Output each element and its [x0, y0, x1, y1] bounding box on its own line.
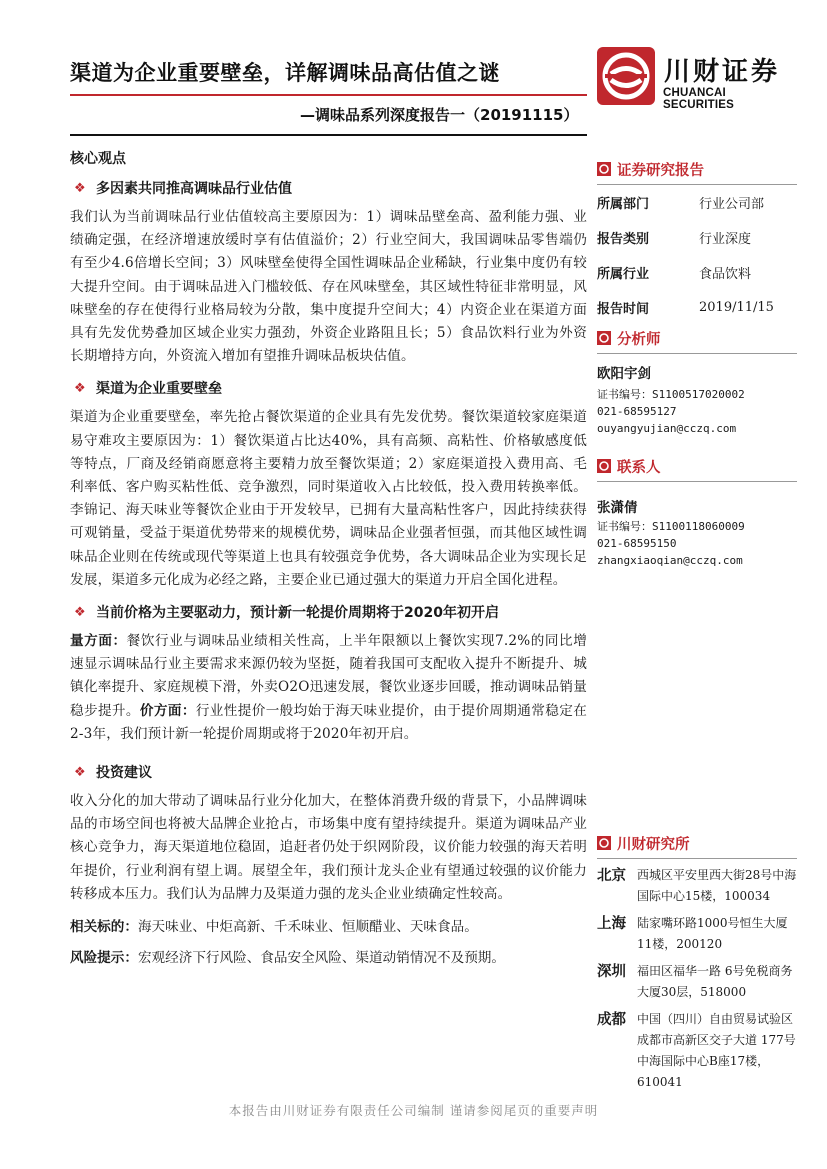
report-subtitle: —调味品系列深度报告一（20191115）: [300, 106, 579, 124]
section-heading: [70, 376, 587, 400]
section-paragraph: 收入分化的加大带动了调味品行业分化加大，在整体消费升级的背景下，小品牌调味品的市场空间也将被大品牌企业抢占，市场集中度有望持续提升。渠道为调味品产业核心竞争力，海天渠道地位稳固，追赶者仍处于织网阶段，议价能力较强的海天若明年提价，行业利润有望上调。展望全年，我们预计龙头企业有望通过较强的议价能力转移成本压力。我们认为品牌力及渠道力强的龙头企业业绩确定性较高。: [70, 793, 587, 902]
report-info-panel: [597, 158, 797, 325]
office-city: 成都: [597, 1012, 626, 1028]
office-city: 北京: [597, 868, 626, 884]
office-address: 福田区福华一路 6号免税商务大厦30层，518000: [637, 964, 793, 999]
heading-square-icon: [597, 836, 611, 850]
report-info-heading-text: 证券研究报告: [617, 162, 704, 179]
analyst-heading-text: 分析师: [617, 331, 661, 348]
divider: [597, 858, 797, 859]
institute-heading: [597, 832, 797, 854]
chuancai-logo-icon: [597, 47, 655, 105]
info-key: 报告时间: [597, 302, 650, 317]
subtitle-rule: [70, 134, 587, 136]
risk-text: 宏观经济下行风险、食品安全风险、渠道动销情况不及预期。: [137, 950, 505, 967]
diamond-bullet-icon: ❖: [74, 764, 86, 780]
price-lead: 价方面：: [139, 702, 196, 719]
info-row: [597, 220, 797, 255]
divider: [597, 481, 797, 482]
info-key: 所属部门: [597, 197, 650, 212]
office-address: 西城区平安里西大街28号中海国际中心15楼，100034: [637, 868, 797, 903]
institute-heading-text: 川财研究所: [617, 836, 690, 853]
volume-lead: 量方面：: [70, 633, 127, 650]
info-value: 2019/11/15: [699, 300, 774, 315]
heading-square-icon: [597, 162, 611, 176]
info-row: [597, 290, 797, 325]
office-beijing: [597, 865, 797, 907]
contact-name: 张潇倩: [597, 500, 638, 516]
company-logo: [597, 47, 797, 111]
info-row: [597, 185, 797, 220]
diamond-bullet-icon: ❖: [74, 604, 86, 620]
related-stocks: [70, 916, 587, 939]
diamond-bullet-icon: ❖: [74, 380, 86, 396]
report-info-heading: [597, 158, 797, 180]
info-row: [597, 255, 797, 290]
logo-english-name: CHUANCAI SECURITIES: [663, 87, 735, 111]
section-heading: [70, 176, 587, 200]
section-heading-text: 投资建议: [96, 765, 152, 782]
info-value: 行业公司部: [699, 197, 765, 212]
section-paragraph: 渠道为企业重要壁垒，率先抢占餐饮渠道的企业具有先发优势。餐饮渠道较家庭渠道易守难攻主要原因为：1）餐饮渠道占比达40%，具有高频、高粘性、价格敏感度低等特点，厂商及经销商愿意将主要精力放至餐饮渠道；2）家庭渠道投入费用高、毛利率低、客户购买粘性低、竞争激烈，同时渠道收入占比较低，投入费用转换率低。李锦记、海天味业等餐饮企业由于开发较早，已拥有大量高粘性客户，因此持续获得可观销量，受益于渠道优势带来的规模优势，调味品企业强者恒强，而其他区域性调味品企业则在传统或现代等渠道上也具有较强竞争优势，各大调味品企业为实现长足发展，渠道多元化成为必经之路，主要企业已通过强大的渠道力开启全国化进程。: [70, 409, 587, 588]
section-paragraph: 我们认为当前调味品行业估值较高主要原因为：1）调味品壁垒高、盈利能力强、业绩确定强，在经济增速放缓时享有估值溢价；2）行业空间大，我国调味品零售端仍有至少4.6倍增长空间；3）风味壁垒使得全国性调味品企业稀缺，行业集中度仍有较大提升空间。由于调味品进入门槛较低、存在风味壁垒，其区域性特征非常明显，风味壁垒的存在使得行业格局较为分散，集中度提升空间大；4）内资企业在渠道方面具有先发优势叠加区域企业实力强劲，外资企业路阻且长；5）食品饮料行业为外资长期增持方向，外资流入增加有望推升调味品板块估值。: [70, 209, 587, 365]
analyst-cert: 证书编号：S1100517020002: [597, 388, 745, 401]
risk-notice: [70, 947, 587, 970]
office-address: 陆家嘴环路1000号恒生大厦11楼，200120: [637, 916, 788, 951]
institute-panel: [597, 832, 797, 1093]
office-shanghai: [597, 913, 797, 955]
section-heading-text: 渠道为企业重要壁垒: [96, 381, 222, 398]
analyst-heading: [597, 327, 797, 349]
volume-text: 餐饮行业与调味品业绩相关性高，上半年限额以上餐饮实现7.2%的同比增速显示调味品行业主要需求来源仍较为坚挺，随着我国可支配收入提升不断提升、城镇化率提升、家庭规模下滑，外卖O2O迅速发展，餐饮业逐步回暖，推动调味品销量稳步提升。: [70, 633, 587, 719]
office-city: 深圳: [597, 964, 626, 980]
price-text: 行业性提价一般均始于海天味业提价，由于提价周期通常稳定在2-3年，我们预计新一轮提价周期或将于2020年初开启。: [70, 702, 587, 742]
office-address: 中国（四川）自由贸易试验区成都市高新区交子大道 177号中海国际中心B座17楼，610041: [637, 1012, 796, 1089]
core-viewpoint-label: 核心观点: [70, 151, 126, 167]
heading-square-icon: [597, 331, 611, 345]
section-heading-text: 当前价格为主要驱动力，预计新一轮提价周期将于2020年初开启: [96, 605, 499, 622]
contact-phone: 021-68595150: [597, 537, 677, 550]
section-heading: [70, 600, 587, 624]
office-shenzhen: [597, 961, 797, 1003]
analyst-panel: [597, 327, 797, 437]
title-rule: [70, 94, 587, 96]
analyst-name: 欧阳宇剑: [597, 366, 651, 382]
section-heading-text: 多因素共同推高调味品行业估值: [96, 181, 292, 197]
heading-square-icon: [597, 459, 611, 473]
office-chengdu: [597, 1009, 797, 1093]
contact-heading-text: 联系人: [617, 459, 661, 476]
contact-cert: 证书编号：S1100118060009: [597, 520, 745, 533]
office-city: 上海: [597, 916, 626, 932]
contact-panel: [597, 455, 797, 569]
contact-email: zhangxiaoqian@cczq.com: [597, 554, 743, 567]
info-key: 报告类别: [597, 232, 650, 247]
divider: [597, 353, 797, 354]
analyst-email: ouyangyujian@cczq.com: [597, 422, 737, 435]
page-footer: 本报告由川财证券有限责任公司编制 谨请参阅尾页的重要声明: [228, 1103, 599, 1118]
diamond-bullet-icon: ❖: [74, 180, 86, 196]
report-header: [0, 0, 827, 140]
info-key: 所属行业: [597, 267, 650, 282]
section-paragraph: [70, 630, 587, 746]
analyst-phone: 021-68595127: [597, 405, 677, 418]
risk-label: 风险提示：: [70, 950, 138, 967]
info-value: 行业深度: [699, 232, 752, 247]
logo-chinese-name: 川财证券: [664, 57, 781, 87]
contact-heading: [597, 455, 797, 477]
related-text: 海天味业、中炬高新、千禾味业、恒顺醋业、天味食品。: [137, 919, 478, 936]
report-title: 渠道为企业重要壁垒，详解调味品高估值之谜: [70, 61, 500, 85]
info-value: 食品饮料: [699, 267, 752, 282]
section-heading: [70, 760, 587, 784]
related-label: 相关标的：: [70, 919, 138, 936]
main-content: [70, 148, 587, 970]
